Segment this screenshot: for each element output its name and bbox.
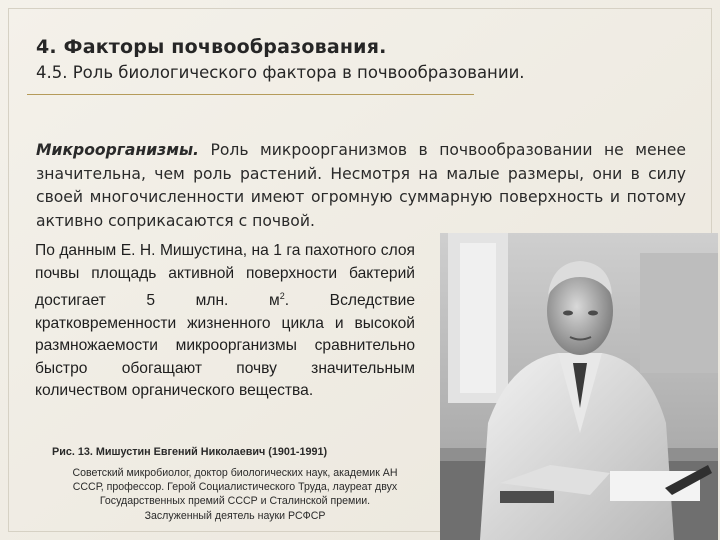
title-divider xyxy=(27,94,474,95)
portrait-photo xyxy=(440,233,718,540)
microorganisms-paragraph xyxy=(36,139,686,233)
caption-line: Государственных премий СССР и Сталинской премии. xyxy=(99,495,371,508)
figure-caption-text xyxy=(20,466,450,523)
slide-subtitle: 4.5. Роль биологического фактора в почвообразовании. xyxy=(36,63,525,82)
caption-line: Советский микробиолог, доктор биологических наук, академик АН xyxy=(72,467,398,479)
paragraph-text-tail: . Вследствие кратковременности жизненного цикла и высокой размножаемости микроорганизмы сравнительно быстро обогащают почву значительным количеством органического вещества. xyxy=(35,292,416,400)
superscript-exponent: 2 xyxy=(279,291,285,301)
caption-line: Заслуженный деятель науки РСФСР xyxy=(144,509,326,522)
mishustin-paragraph xyxy=(35,240,415,403)
paragraph-text-main: По данным Е. Н. Мишустина, на 1 га пахотного слоя почвы площадь активной поверхности бактерий достигает 5 млн. м xyxy=(35,242,415,310)
caption-line: СССР, профессор. Герой Социалистического Труда, лауреат двух xyxy=(72,481,398,494)
slide-title: 4. Факторы почвообразования. xyxy=(36,36,387,58)
figure-caption-title: Рис. 13. Мишустин Евгений Николаевич (1901-1991) xyxy=(52,446,328,458)
paragraph-lead-term: Микроорганизмы. xyxy=(36,141,199,159)
paragraph-text: Роль микроорганизмов в почвообразовании не менее значительна, чем роль растений. Несмотря на малые размеры, они в силу своей многочисленности имеют огромную суммарную поверхность и потому активно соприкасаются с почвой. xyxy=(36,141,686,230)
